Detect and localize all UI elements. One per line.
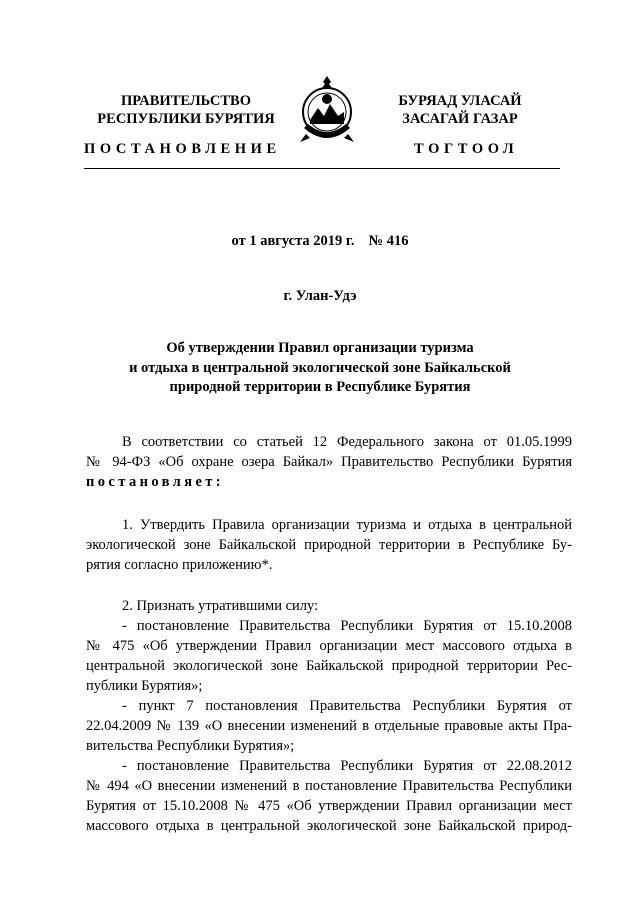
item-2-line: 22.04.2009 № 139 «О внесении изменений в отдельные правовые акты Пра-: [86, 718, 572, 734]
item-2-line: № 475 «Об утверждении Правил организации мест массового отдыха в: [86, 638, 572, 654]
item-2: [86, 596, 572, 836]
item-1-line: экологической зоне Байкальской природной территории в Республике Бу-: [86, 537, 572, 553]
decree-date-line: [0, 233, 640, 250]
item-2-line: № 494 «О внесении изменений в постановление Правительства Республики: [86, 778, 572, 794]
preamble-line: № 94-ФЗ «Об охране озера Байкал» Правительство Республики Бурятия: [86, 454, 572, 470]
item-1-line: рятия согласно приложению*.: [86, 557, 273, 573]
header-government-ru: [86, 92, 286, 128]
item-1: [86, 515, 572, 575]
header-right-line-1: БУРЯАД УЛАСАЙ: [398, 93, 522, 109]
item-2-line: центральной экологической зоне Байкальской природной территории Рес-: [86, 658, 572, 674]
header-right-line-2: ЗАСАГАЙ ГАЗАР: [402, 111, 518, 127]
item-2-line: 2. Признать утратившими силу:: [122, 598, 319, 614]
preamble: [86, 432, 572, 492]
header-left-line-2: РЕСПУБЛИКИ БУРЯТИЯ: [97, 111, 275, 127]
item-2-line: публики Бурятия»;: [86, 678, 203, 694]
subject-line: и отдыха в центральной экологической зоне Байкальской: [129, 359, 511, 376]
decree-title-ru: ПОСТАНОВЛЕНИЕ: [84, 141, 281, 157]
coat-of-arms-buryatia-icon: [296, 72, 358, 148]
decree-city: г. Улан-Удэ: [283, 288, 357, 304]
item-2-line: - постановление Правительства Республики Бурятия от 22.08.2012: [122, 758, 572, 774]
item-1-line: 1. Утвердить Правила организации туризма и отдыха в центральной: [122, 517, 572, 533]
item-2-line: - постановление Правительства Республики Бурятия от 15.10.2008: [122, 618, 572, 634]
resolves-word: постановляет:: [86, 474, 225, 490]
header-divider: [84, 168, 560, 169]
subject-line: Об утверждении Правил организации туризма: [166, 340, 474, 356]
item-2-line: Бурятия от 15.10.2008 № 475 «Об утверждении Правил организации мест: [86, 798, 572, 814]
decree-subject: [80, 339, 560, 398]
item-2-line: - пункт 7 постановления Правительства Республики Бурятия от: [122, 698, 572, 714]
item-2-line: массового отдыха в центральной экологической зоне Байкальской природ-: [86, 818, 572, 834]
item-2-line: вительства Республики Бурятия»;: [86, 738, 295, 754]
decree-title-bua: ТОГТООЛ: [414, 141, 519, 157]
decree-number: № 416: [368, 233, 409, 249]
header-government-bua: [360, 92, 560, 128]
decree-date: от 1 августа 2019 г.: [231, 233, 355, 249]
preamble-line: В соответствии со статьей 12 Федерального закона от 01.05.1999: [122, 434, 572, 450]
header-left-line-1: ПРАВИТЕЛЬСТВО: [121, 93, 251, 109]
subject-line: природной территории в Республике Бурятия: [169, 379, 471, 395]
